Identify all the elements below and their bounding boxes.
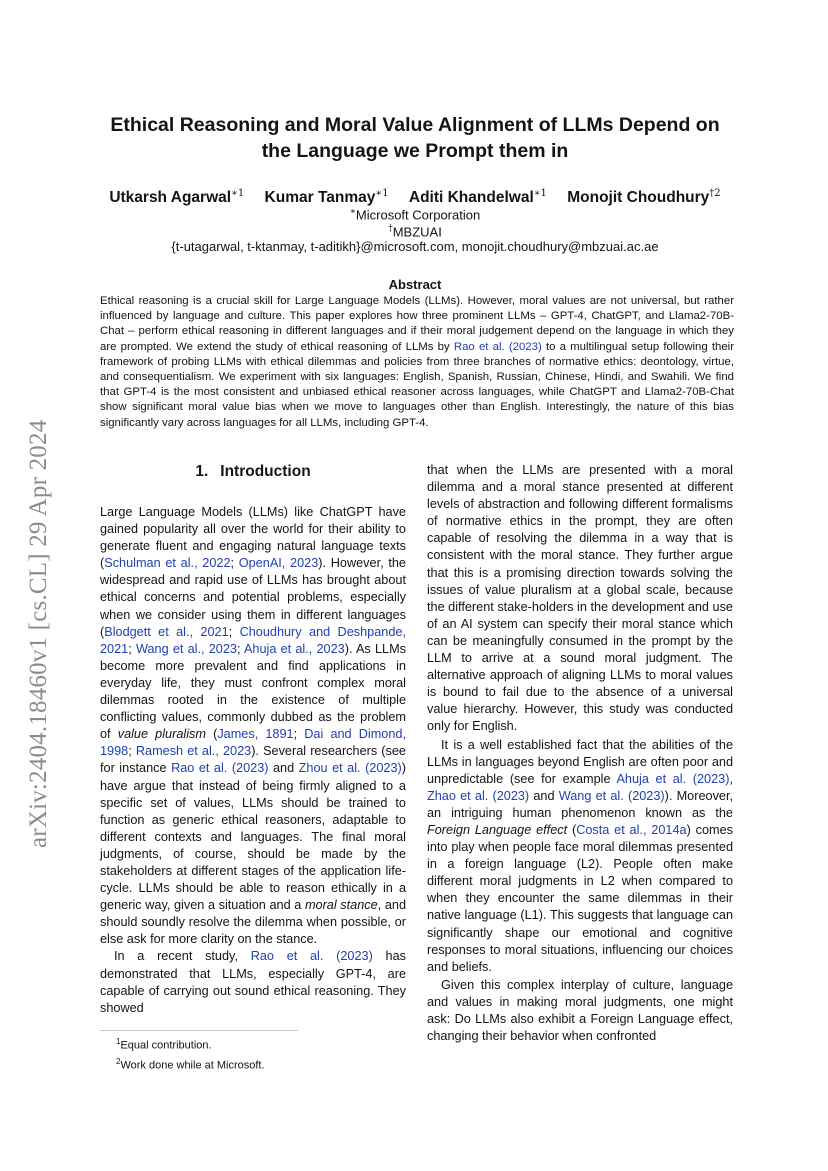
body-text: ; — [293, 727, 305, 742]
citation-link[interactable]: Ramesh et al., 2023 — [135, 744, 252, 759]
body-text: ) comes into play when people face moral dilemmas presented in a foreign language (L2). People often make different moral judgments in L2 when compared to when they encounter the same dilemmas in their native language (L1). This suggests that language can significantly shape our emotional and cognitive responses to moral situations, influencing our choices and beliefs. — [427, 822, 733, 974]
author-mark: ∗1 — [375, 188, 389, 199]
body-text: It is a well established fact that the abilities of the LLMs in languages beyond English are often poor and unpredictable (see for example — [427, 737, 733, 786]
section-heading — [100, 462, 406, 482]
left-column — [100, 458, 406, 1017]
body-text: ; — [128, 641, 136, 656]
affiliation-text: Microsoft Corporation — [355, 207, 481, 223]
footnote-text: Work done while at Microsoft. — [120, 1059, 265, 1072]
citation-link[interactable]: Zhou et al. (2023) — [298, 761, 402, 776]
citation-link[interactable]: Costa et al., 2014a — [576, 822, 687, 837]
author-name: Aditi Khandelwal — [408, 189, 534, 207]
body-text: , and should soundly resolve the dilemma when possible, or else ask for more clarity on the stance. — [100, 898, 406, 947]
citation-link[interactable]: Dai and Dimond, 1998 — [100, 727, 406, 759]
body-text: ( — [205, 727, 218, 742]
body-text: , — [729, 771, 733, 786]
emphasis-text: Foreign Language effect — [427, 822, 568, 837]
title-line-2: the Language we Prompt them in — [261, 140, 569, 162]
citation-link[interactable]: James, 1891 — [217, 727, 294, 742]
body-text: In a recent study, — [114, 949, 251, 964]
author-mark: †2 — [709, 188, 721, 199]
section-number: 1. — [195, 463, 209, 480]
abstract-text: to a multilingual setup following their framework of probing LLMs with ethical dilemmas and policies from three branches of normative ethics: deontology, virtue, and consequentialism. We experiment with six languages: English, Spanish, Russian, Chinese, Hindi, and Swahili. We find that GPT-4 is the most consistent and unbiased ethical reasoner across languages, while ChatGPT and Llama2-70B-Chat show significant moral value bias when we move to languages other than English. Interestingly, the nature of this bias significantly vary across languages for all LLMs, including GPT-4. — [100, 340, 734, 429]
intro-paragraph-2-start — [100, 948, 406, 1016]
author-name: Utkarsh Agarwal — [109, 189, 232, 207]
footnote — [116, 1034, 396, 1054]
author-mark: ∗1 — [231, 188, 245, 199]
citation-link[interactable]: OpenAI, 2023 — [238, 556, 319, 571]
citation-link[interactable]: Ahuja et al., 2023 — [243, 641, 345, 656]
right-column — [427, 462, 733, 1045]
author-emails: {t-utagarwal, t-ktanmay, t-aditikh}@microsoft.com, monojit.choudhury@mbzuai.ac.ae — [171, 239, 659, 254]
footnote-mark: 2 — [116, 1056, 121, 1066]
body-text: ( — [567, 822, 577, 837]
section-title: Introduction — [220, 463, 311, 480]
footnote-divider — [100, 1030, 298, 1031]
body-text: ; — [128, 744, 136, 759]
title-line-1: Ethical Reasoning and Moral Value Alignment of LLMs Depend on — [110, 114, 720, 136]
body-text: ). As LLMs become more prevalent and find applications in everyday life, they must confront complex moral dilemmas rooted in the existence of multiple conflicting values, commonly dubbed as the problem of — [100, 641, 406, 742]
intro-paragraph-1 — [100, 504, 406, 948]
body-text: ). Several researchers (see for instance — [100, 744, 406, 776]
citation-link[interactable]: Blodgett et al., 2021 — [104, 624, 229, 639]
body-text: has demonstrated that LLMs, especially GPT-4, are capable of carrying out sound ethical reasoning. They showed — [100, 949, 406, 1015]
footnotes — [116, 1034, 396, 1073]
intro-paragraph-2-continued — [427, 462, 733, 736]
citation-link[interactable]: Rao et al. (2023) — [453, 340, 542, 353]
body-text: that when the LLMs are presented with a moral dilemma and a moral stance presented at different levels of abstraction and following different formalisms of normative ethics in the prompt, they are often capable of resolving the dilemma in a way that is consistent with the moral stance. They further argue that this is a promising direction towards solving the issues of value pluralism at a global scale, because the different stake-holders in the development and use of an AI system can specify their moral stance which can be meaningfully consumed in the prompt by the LLM to arrive at a sound moral judgment. The alternative approach of aligning LLMs to moral values is bound to fail due to the absence of a universal value hierarchy. However, this study was conducted only for English. — [427, 463, 733, 734]
affiliation-text: MBZUAI — [392, 224, 442, 240]
body-text: ) have argue that instead of being firmly aligned to a specific set of values, LLMs should be trained to function as generic ethical reasoners, adaptable to different contexts and languages. The final moral judgments, of course, should be made by the stakeholders at different stages of the application life-cycle. LLMs should be able to reason ethically in a generic way, given a situation and a — [100, 761, 406, 913]
abstract-heading: Abstract — [388, 277, 442, 292]
abstract-text: Ethical reasoning is a crucial skill for Large Language Models (LLMs). However, moral values are not universal, but rather influenced by language and culture. This paper explores how three prominent LLMs – GPT-4, ChatGPT, and Llama2-70B-Chat – perform ethical reasoning in different languages and if their moral judgement depend on the language in which they are prompted. We extend the study of ethical reasoning of LLMs by — [100, 295, 734, 353]
abstract-body — [100, 294, 734, 431]
author-mark: ∗1 — [533, 188, 547, 199]
citation-link[interactable]: Zhao et al. (2023) — [427, 788, 530, 803]
body-text: and — [529, 788, 559, 803]
affiliation-mark: † — [388, 224, 393, 234]
citation-link[interactable]: Choudhury and Deshpande, 2021 — [100, 624, 406, 656]
citation-link[interactable]: Schulman et al., 2022 — [104, 556, 231, 571]
body-text: ; — [236, 641, 244, 656]
body-text: ; — [228, 624, 240, 639]
author-name: Kumar Tanmay — [264, 189, 376, 207]
emphasis-text: value pluralism — [117, 727, 206, 742]
intro-paragraph-3 — [427, 737, 733, 976]
citation-link[interactable]: Wang et al., 2023 — [135, 641, 237, 656]
body-text: ). However, the widespread and rapid use of LLMs has brought about ethical concerns and potential problems, especially when we consider using them in different languages ( — [100, 556, 406, 639]
body-text: ). Moreover, an intriguing human phenomenon known as the — [427, 788, 734, 820]
citation-link[interactable]: Ahuja et al. (2023) — [616, 771, 730, 786]
emphasis-text: moral stance — [304, 898, 378, 913]
affiliation-mark: ∗ — [349, 207, 356, 217]
footnote — [116, 1054, 396, 1074]
citation-link[interactable]: Rao et al. (2023) — [250, 949, 373, 964]
footnote-text: Equal contribution. — [120, 1039, 212, 1052]
citation-link[interactable]: Wang et al. (2023) — [558, 788, 665, 803]
body-text: Large Language Models (LLMs) like ChatGPT have gained popularity all over the world for their ability to generate fluent and engaging natural language texts ( — [100, 505, 406, 571]
footnote-mark: 1 — [116, 1037, 121, 1046]
citation-link[interactable]: Rao et al. (2023) — [171, 761, 269, 776]
body-text: and — [268, 761, 299, 776]
body-text: ; — [230, 556, 239, 571]
paper-title — [90, 112, 740, 164]
author-name: Monojit Choudhury — [567, 189, 710, 207]
arxiv-identifier-sidebar: arXiv:2404.18460v1 [cs.CL] 29 Apr 2024 — [25, 419, 52, 848]
intro-paragraph-4: Given this complex interplay of culture, language and values in making moral judgments, one might ask: Do LLMs also exhibit a Foreign Language effect, changing their behavior when confronted — [427, 977, 733, 1044]
